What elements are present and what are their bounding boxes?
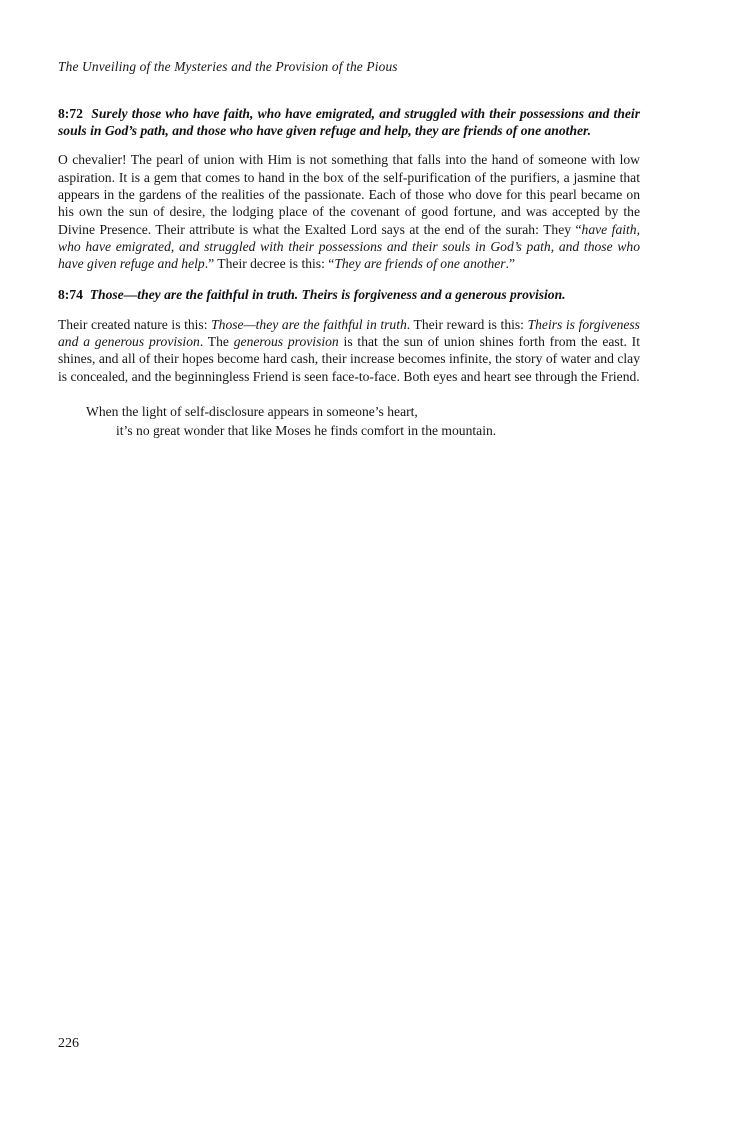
quranic-quote: Theirs is forgiveness and a generous provision <box>58 316 640 349</box>
commentary-run: .” Their decree is this: “ <box>204 256 335 272</box>
verse-heading-8-72 <box>58 105 640 139</box>
verse-reference: 8:72 <box>58 106 83 121</box>
commentary-run: Their created nature is this: <box>58 316 212 332</box>
verse-text: Surely those who have faith, who have emigrated, and struggled with their possessions and their souls in God’s path, and those who have given refuge and help, they are friends of one another. <box>58 106 640 139</box>
commentary-run: O chevalier! The pearl of union with Him is not something that falls into the hand of someone with low aspiration. It is a gem that comes to hand in the box of the self-purification of the purifiers, a jasmine that appears in the gardens of the realities of the passionate. Each of those who dove for this pearl became on his own the sun of desire, the lodging place of the covenant of good fortune, and was accepted by the Divine Presence. Their attribute is what the Exalted Lord says at the end of the surah: They “ <box>58 152 640 237</box>
quranic-quote: They are friends of one another <box>334 256 506 272</box>
page-number: 226 <box>58 1036 79 1051</box>
poetry-couplet <box>58 402 640 440</box>
verse-reference: 8:74 <box>58 287 83 303</box>
quranic-quote: Those—they are the faithful in truth <box>211 316 407 332</box>
commentary-paragraph-8-72 <box>58 151 640 272</box>
running-header: The Unveiling of the Mysteries and the Provision of the Pious <box>58 59 398 74</box>
quranic-quote: have faith, who have emigrated, and struggled with their possessions and their souls in God’s path, and those who have given refuge and help <box>58 221 640 272</box>
commentary-paragraph-8-74 <box>58 316 640 385</box>
quranic-quote: generous provision <box>233 333 339 349</box>
poem-line-1: When the light of self-disclosure appears in someone’s heart, <box>86 403 418 419</box>
verse-heading-8-74 <box>58 286 640 303</box>
commentary-run: .” <box>505 256 516 272</box>
verse-text: Those—they are the faithful in truth. Theirs is forgiveness and a generous provision. <box>89 287 566 303</box>
commentary-run: . The <box>199 333 234 349</box>
commentary-run: is that the sun of union shines forth from the east. It shines, and all of their hopes become hard cash, their increase becomes infinite, the story of water and clay is concealed, and the beginningless Friend is seen face-to-face. Both eyes and heart see through the Friend. <box>58 333 640 384</box>
page-text-block <box>58 0 640 440</box>
poem-line-2: it’s no great wonder that like Moses he finds comfort in the mountain. <box>116 422 497 438</box>
commentary-run: . Their reward is this: <box>406 316 528 332</box>
